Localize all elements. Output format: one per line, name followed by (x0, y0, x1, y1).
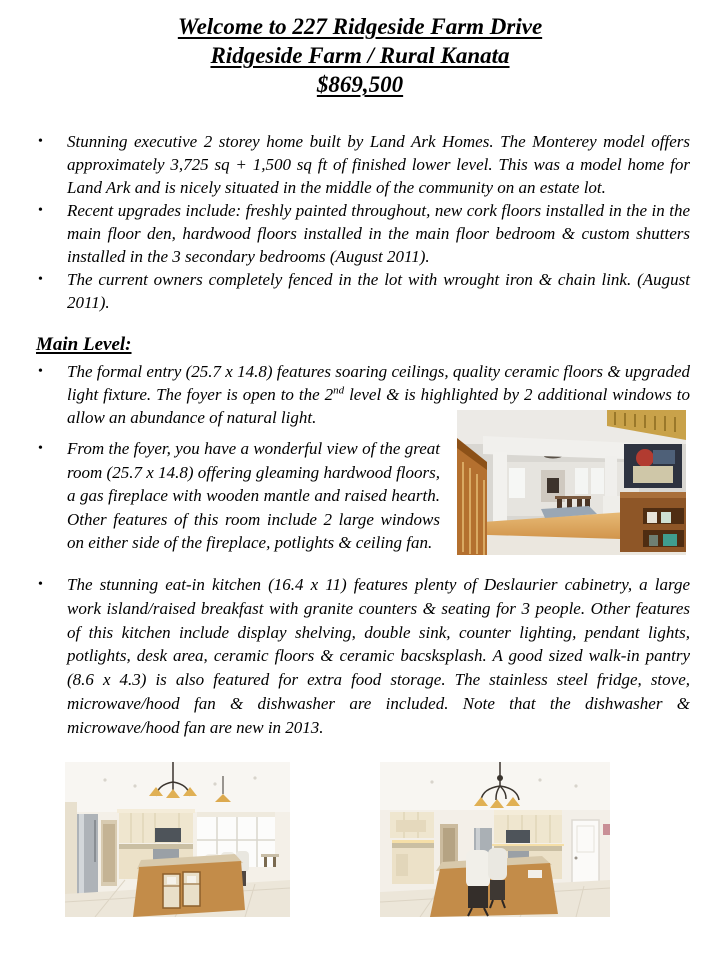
kitchen-angle-photo (380, 762, 610, 917)
bullet-item-great-room (36, 437, 440, 555)
bullet-text-overview: Stunning executive 2 storey home built by Land Ark Homes. The Monterey model offers approximately 3,725 sq + 1,500 sq ft of finished lower level. This was a model home for Land Ark and is nicely situated in the middle of the community on an estate lot. (67, 132, 690, 197)
bullet-item-kitchen (36, 573, 690, 740)
bullet-item-fencing (36, 268, 690, 314)
bullet-text-kitchen: The stunning eat-in kitchen (16.4 x 11) features plenty of Deslaurier cabinetry, a large work island/raised breakfast with granite counters & seating for 3 people. Other features of this kitchen include display shelving, double sink, counter lighting, pendant lights, potlights, desk area, ceramic floors & ceramic bacsksplash. A good sized walk-in pantry (8.6 x 4.3) is also featured for extra food storage. The stainless steel fridge, stove, microwave/hood fan & dishwasher are included. Note that the dishwasher & microwave/hood fan are new in 2013. (67, 575, 690, 737)
intro-bullet-list (36, 130, 690, 314)
white-door (572, 820, 599, 888)
bullet-marker: • (38, 134, 43, 149)
title-line-neighbourhood: Ridgeside Farm / Rural Kanata (210, 43, 510, 68)
bullet-text-fencing: The current owners completely fenced in the lot with wrought iron & chain link. (August 2011). (67, 270, 690, 312)
bullet-text-great-room: From the foyer, you have a wonderful view of the great room (25.7 x 14.8) offering gleaming hardwood floors, a gas fireplace with wooden mantle and raised hearth. Other features of this room include 2 large windows on either side of the fireplace, potlights & ceiling fan. (67, 439, 440, 552)
kitchen-island-photo-illustration (65, 762, 290, 917)
desk-area-cabinets (390, 812, 434, 884)
bullet-marker: • (38, 203, 43, 218)
media-cabinet (620, 492, 686, 552)
bullet-item-overview (36, 130, 690, 199)
ordinal-superscript: nd (333, 384, 345, 397)
title-line-price: $869,500 (316, 72, 404, 97)
main-level-heading: Main Level: (36, 334, 132, 355)
bullet-marker: • (38, 441, 43, 456)
wall-tv (624, 444, 682, 488)
kitchen-angle-photo-illustration (380, 762, 610, 917)
great-room-photo-illustration (457, 410, 686, 555)
formal-entry-part2: level & is highlighted by 2 additional windows to allow an abundance of natural light. (67, 385, 690, 427)
kitchen-island-photo (65, 762, 290, 917)
great-room-photo (457, 410, 686, 555)
title-line-address: Welcome to 227 Ridgeside Farm Drive (177, 14, 543, 39)
page-title (0, 12, 720, 99)
great-room-bullet-list (36, 437, 440, 555)
formal-entry-part1: The formal entry (25.7 x 14.8) features soaring ceilings, quality ceramic floors & upgraded light fixture. The foyer is open to the 2 (67, 362, 690, 404)
bullet-marker: • (38, 577, 43, 592)
kitchen-island (133, 854, 245, 917)
bullet-marker: • (38, 272, 43, 287)
bullet-marker: • (38, 364, 43, 379)
refrigerator (77, 814, 98, 894)
kitchen-bullet-list (36, 573, 690, 740)
bullet-item-upgrades (36, 199, 690, 268)
bullet-text-upgrades: Recent upgrades include: freshly painted throughout, new cork floors installed in the in the main floor den, hardwood floors installed in the main floor bedroom & custom shutters installed in the 3 secondary bedrooms (August 2011). (67, 201, 690, 266)
